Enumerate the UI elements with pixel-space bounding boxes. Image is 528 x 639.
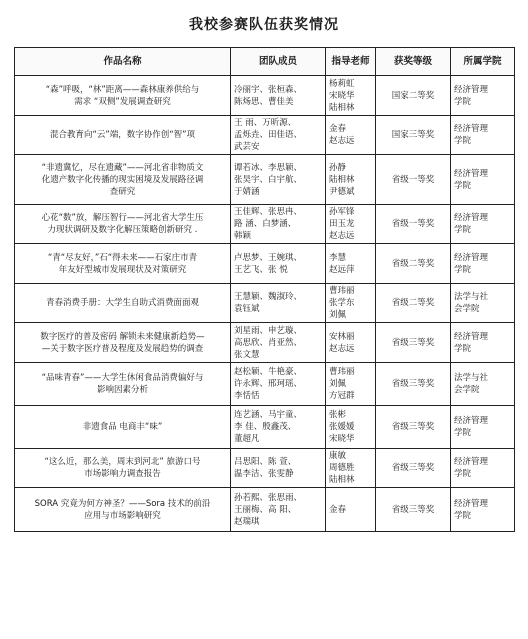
advisors-line: 周德胜 — [329, 463, 355, 473]
college-line: 学院 — [454, 264, 472, 275]
advisors-cell — [326, 449, 376, 488]
award-level-cell: 国家二等奖 — [376, 76, 451, 116]
team-members-line: 刘星雨、申艺璇、 — [234, 325, 303, 336]
college-cell — [451, 244, 515, 284]
college-cell — [451, 205, 515, 244]
college-cell — [451, 116, 515, 155]
work-name-cell — [15, 323, 231, 363]
award-level-cell: 省级二等奖 — [376, 244, 451, 284]
header-college: 所属学院 — [451, 48, 515, 76]
team-members-line: 赵松颖、牛艳豪、 — [234, 367, 303, 377]
team-members-line: 冷丽宇、张桓森、 — [234, 84, 303, 95]
college-line: 学院 — [454, 136, 472, 146]
advisors-line: 陆相林 — [329, 174, 355, 185]
work-name-line: 青春消费手册：大学生自助式消费面面观 — [45, 298, 199, 308]
advisors-line: 安林丽 — [329, 331, 355, 342]
award-level-cell: 省级三等奖 — [376, 406, 451, 449]
college-line: 经济管理 — [454, 213, 489, 223]
advisors-line: 曹玮丽 — [329, 286, 355, 296]
team-members-line: 董超凡 — [234, 434, 260, 444]
table-row — [15, 449, 515, 488]
team-members-line: 李 佳、殷鑫茂、 — [234, 422, 297, 432]
work-name-cell — [15, 363, 231, 406]
table-header-row — [15, 48, 515, 76]
work-name-line: “青“尽友好，”石“得未来——石家庄市青 — [47, 252, 198, 263]
team-members-line: 王丽梅、高 阳、 — [234, 504, 297, 515]
work-name-cell — [15, 449, 231, 488]
work-name-line: “这么近，那么美，周末到河北” 旅游口号 — [44, 457, 201, 467]
advisors-line: 宋晓华 — [329, 90, 355, 101]
team-members-line: 高思欣、肖亚然、 — [234, 337, 303, 348]
work-name-cell — [15, 406, 231, 449]
college-cell — [451, 449, 515, 488]
advisors-line: 孙军锋 — [329, 207, 355, 217]
college-line: 学院 — [454, 180, 472, 191]
college-cell — [451, 76, 515, 116]
college-cell — [451, 363, 515, 406]
team-members-cell — [231, 449, 326, 488]
header-award-level: 获奖等级 — [376, 48, 451, 76]
college-line: 经济管理 — [454, 84, 489, 95]
award-level-cell: 省级一等奖 — [376, 205, 451, 244]
team-members-line: 许永辉、邢珂瑶、 — [234, 379, 303, 389]
college-line: 学院 — [454, 225, 472, 235]
college-line: 学院 — [454, 510, 472, 521]
college-cell — [451, 488, 515, 532]
team-members-cell — [231, 244, 326, 284]
college-line: 会学院 — [454, 385, 480, 395]
college-line: 法学与社 — [454, 373, 489, 383]
advisors-cell — [326, 205, 376, 244]
advisors-line: 刘佩 — [329, 379, 347, 389]
team-members-cell — [231, 155, 326, 205]
team-members-cell — [231, 363, 326, 406]
college-line: 经济管理 — [454, 124, 489, 134]
team-members-line: 王慧颖、魏淑玲、 — [234, 292, 303, 302]
advisors-line: 曹玮丽 — [329, 367, 355, 377]
header-advisors: 指导老师 — [326, 48, 376, 76]
work-name-line: 心花“数”放，解压智行——河北省大学生压 — [41, 213, 204, 223]
work-name-line: 市场影响力调查报告 — [84, 469, 161, 479]
team-members-line: 武芸安 — [234, 142, 260, 152]
advisors-line: 赵远萍 — [329, 264, 355, 275]
advisors-cell — [326, 244, 376, 284]
team-members-line: 张文慧 — [234, 349, 260, 360]
team-members-line: 于婧涵 — [234, 186, 260, 197]
work-name-line: 影响因素分析 — [96, 385, 148, 395]
team-members-line: 王艺飞、张 悦 — [234, 264, 288, 275]
team-members-line: 赵瑞琪 — [234, 516, 260, 527]
advisors-cell — [326, 406, 376, 449]
advisors-line: 赵志远 — [329, 231, 355, 241]
table-body — [15, 76, 515, 532]
team-members-cell — [231, 406, 326, 449]
college-line: 经济管理 — [454, 457, 489, 467]
advisors-line: 金春 — [329, 504, 347, 515]
header-team-members: 团队成员 — [231, 48, 326, 76]
page-title: 我校参赛队伍获奖情况 — [189, 17, 339, 33]
award-level-cell: 省级三等奖 — [376, 488, 451, 532]
college-cell — [451, 284, 515, 323]
advisors-line: 赵志远 — [329, 136, 355, 146]
header-work-name: 作品名称 — [15, 48, 231, 76]
award-level-cell: 省级三等奖 — [376, 323, 451, 363]
team-members-line: 袁钰斌 — [234, 304, 260, 314]
team-members-line: 李恬恬 — [234, 391, 260, 401]
advisors-line: 康敏 — [329, 451, 347, 461]
advisors-line: 陆相林 — [329, 102, 355, 113]
advisors-cell — [326, 323, 376, 363]
table-row — [15, 76, 515, 116]
team-members-line: 孟烁垚、田佳语、 — [234, 130, 303, 140]
work-name-line: “品味青春”——大学生休闲食品消费偏好与 — [41, 373, 204, 383]
advisors-line: 张学东 — [329, 298, 355, 308]
college-line: 学院 — [454, 343, 472, 354]
college-line: 经济管理 — [454, 168, 489, 179]
work-name-cell — [15, 488, 231, 532]
advisors-line: 孙静 — [329, 162, 347, 173]
college-line: 会学院 — [454, 304, 480, 314]
team-members-line: 吕思阳、陈 萱、 — [234, 457, 297, 467]
work-name-line: 非遗食品 电商丰“味” — [82, 422, 163, 432]
advisors-cell — [326, 76, 376, 116]
college-cell — [451, 155, 515, 205]
team-members-cell — [231, 116, 326, 155]
award-level-cell: 省级二等奖 — [376, 284, 451, 323]
team-members-line: 王佳辉、张思冉、 — [234, 207, 303, 217]
table-row — [15, 323, 515, 363]
advisors-line: 田玉龙 — [329, 219, 355, 229]
college-line: 学院 — [454, 469, 472, 479]
table-row — [15, 244, 515, 284]
college-line: 经济管理 — [454, 498, 489, 509]
advisors-line: 尹德斌 — [329, 186, 355, 197]
award-level-cell: 国家三等奖 — [376, 116, 451, 155]
college-cell — [451, 406, 515, 449]
awards-table — [14, 47, 515, 532]
advisors-line: 杨莉虹 — [329, 78, 355, 89]
work-name-line: SORA 究竟为何方神圣？——Sora 技术的前沿 — [34, 498, 211, 509]
table-row — [15, 406, 515, 449]
award-level-cell: 省级三等奖 — [376, 363, 451, 406]
table-row — [15, 205, 515, 244]
advisors-line: 方冠群 — [329, 391, 355, 401]
team-members-line: 韩颖 — [234, 231, 252, 241]
advisors-cell — [326, 116, 376, 155]
advisors-line: 刘佩 — [329, 310, 347, 320]
award-level-cell: 省级一等奖 — [376, 155, 451, 205]
work-name-cell — [15, 155, 231, 205]
work-name-cell — [15, 76, 231, 116]
college-line: 经济管理 — [454, 416, 489, 426]
team-members-cell — [231, 323, 326, 363]
college-line: 学院 — [454, 96, 472, 107]
team-members-line: 张昊宇、白宇航、 — [234, 174, 303, 185]
team-members-cell — [231, 488, 326, 532]
work-name-line: 混合教育向“云”端，数字协作创“智”项 — [49, 130, 196, 140]
work-name-cell — [15, 116, 231, 155]
advisors-cell — [326, 363, 376, 406]
work-name-line: —关于数字医疗普及程度及发展趋势的调查 — [41, 343, 204, 354]
college-line: 经济管理 — [454, 252, 489, 263]
advisors-line: 陆相林 — [329, 475, 355, 485]
team-members-line: 连艺涵、马宇童、 — [234, 410, 303, 420]
team-members-line: 卢思梦、王婉琪、 — [234, 252, 303, 263]
advisors-line: 李慧 — [329, 252, 347, 263]
team-members-line: 王 雨、万昕源、 — [234, 118, 297, 128]
advisors-line: 张媛媛 — [329, 422, 355, 432]
team-members-line: 孙若熙、张思雨、 — [234, 492, 303, 503]
advisors-line: 张彬 — [329, 410, 347, 420]
team-members-cell — [231, 205, 326, 244]
advisors-line: 赵志远 — [329, 343, 355, 354]
team-members-line: 路 涵、白梦涵、 — [234, 219, 297, 229]
advisors-cell — [326, 155, 376, 205]
work-name-cell — [15, 244, 231, 284]
work-name-line: “森”呼吸，“林”距离——森林康养供给与 — [45, 84, 200, 95]
college-line: 法学与社 — [454, 292, 489, 302]
advisors-line: 宋晓华 — [329, 434, 355, 444]
table-row — [15, 155, 515, 205]
team-members-cell — [231, 284, 326, 323]
table-row — [15, 284, 515, 323]
advisors-cell — [326, 488, 376, 532]
team-members-line: 陈炀思、曹佳美 — [234, 96, 294, 107]
work-name-line: “非遗冀忆，尽在遗藏”——河北省非物质文 — [41, 162, 204, 173]
table-row — [15, 363, 515, 406]
work-name-line: 应用与市场影响研究 — [84, 510, 161, 521]
team-members-line: 谭若冰、李思颖、 — [234, 162, 303, 173]
college-line: 经济管理 — [454, 331, 489, 342]
work-name-line: 数字医疗的普及密码 解锁未来健康新趋势— — [40, 331, 205, 342]
advisors-line: 金春 — [329, 124, 347, 134]
work-name-line: 查研究 — [109, 186, 136, 197]
table-row — [15, 488, 515, 532]
team-members-line: 温李洁、张雯静 — [234, 469, 294, 479]
work-name-line: 化遗产数字化传播的现实困境及发展路径调 — [41, 174, 204, 185]
work-name-line: 力现状调研及数字化解压策略创新研究 . — [47, 225, 198, 235]
college-line: 学院 — [454, 428, 472, 438]
work-name-cell — [15, 205, 231, 244]
work-name-cell — [15, 284, 231, 323]
advisors-cell — [326, 284, 376, 323]
work-name-line: 需求 “双侧”发展调查研究 — [74, 96, 171, 107]
table-row — [15, 116, 515, 155]
award-level-cell: 省级三等奖 — [376, 449, 451, 488]
team-members-cell — [231, 76, 326, 116]
work-name-line: 年友好型城市发展现状及对策研究 — [58, 264, 187, 275]
college-cell — [451, 323, 515, 363]
